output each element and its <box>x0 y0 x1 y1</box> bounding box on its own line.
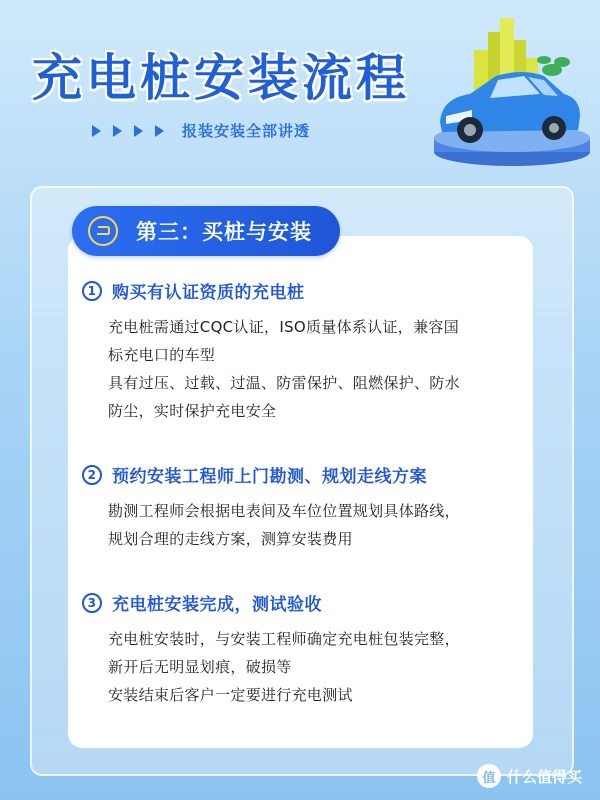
step-title <box>82 462 522 487</box>
step-number: 3 <box>82 593 102 613</box>
play-arrow-icon <box>92 125 101 137</box>
page-title: 充电桩安装流程 <box>32 49 410 107</box>
step-description <box>108 497 522 553</box>
step-item-1 <box>82 278 522 425</box>
step-title-text: 充电桩安装完成，测试验收 <box>112 595 322 615</box>
step-description <box>108 313 522 425</box>
step-number: 2 <box>82 465 102 485</box>
step-title <box>82 590 522 615</box>
step-description <box>108 625 522 709</box>
step-item-3 <box>82 590 522 709</box>
play-arrows-icon <box>92 125 164 137</box>
description-line: 安装结束后客户一定要进行充电测试 <box>108 686 353 704</box>
description-line: 具有过压、过载、过温、防雷保护、阻燃保护、防水 <box>108 374 460 392</box>
step-number: 1 <box>82 281 102 301</box>
step-title-text: 预约安装工程师上门勘测、规划走线方案 <box>112 467 427 487</box>
step-title-text: 购买有认证资质的充电桩 <box>112 283 305 303</box>
description-line: 新开后无明显划痕，破损等 <box>108 658 292 676</box>
description-line: 勘测工程师会根据电表间及车位位置规划具体路线， <box>108 502 460 520</box>
watermark-text: 什么值得买 <box>506 767 582 786</box>
section-tab <box>72 206 340 256</box>
subtitle-row <box>92 120 310 141</box>
description-line: 充电桩安装时，与安装工程师确定充电桩包装完整， <box>108 630 460 648</box>
watermark <box>477 764 582 788</box>
step-item-2 <box>82 462 522 553</box>
play-arrow-icon <box>113 125 122 137</box>
car-chart-illustration <box>412 10 592 170</box>
play-arrow-icon <box>134 125 143 137</box>
description-line: 充电桩需通过CQC认证，ISO质量体系认证，兼容国 <box>108 318 460 336</box>
description-line: 标充电口的车型 <box>108 346 216 364</box>
arrow-circle-icon <box>88 216 118 246</box>
page-subtitle: 报装安装全部讲透 <box>182 122 311 140</box>
brand-logo-icon: 值 <box>477 764 501 788</box>
plant-icon <box>537 56 570 76</box>
step-title <box>82 278 522 303</box>
section-title: 第三：买桩与安装 <box>136 220 312 244</box>
description-line: 防尘，实时保护充电安全 <box>108 402 277 420</box>
play-arrow-icon <box>155 125 164 137</box>
description-line: 规划合理的走线方案，测算安装费用 <box>108 530 353 548</box>
